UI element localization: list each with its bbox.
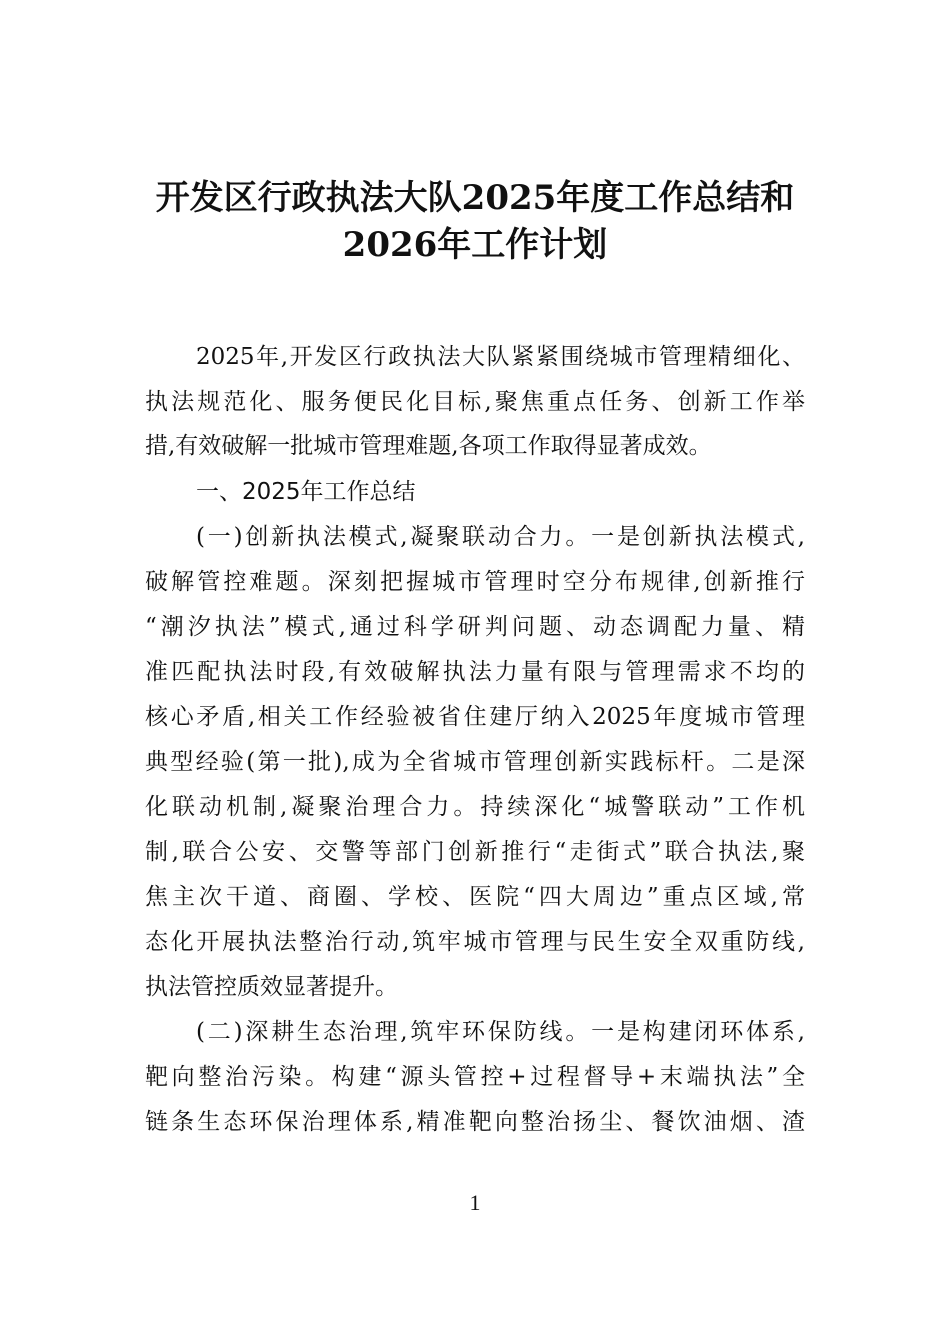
intro-line: 执法规范化、服务便民化目标,聚焦重点任务、创新工作举 [145,389,805,415]
paragraph-line: 核心矛盾,相关工作经验被省住建厅纳入2025年度城市管理 [145,704,805,730]
paragraph-line: 焦主次干道、商圈、学校、医院“四大周边”重点区域,常 [145,884,805,910]
paragraph-line: 制,联合公安、交警等部门创新推行“走街式”联合执法,聚 [145,839,805,865]
paragraph-line: 化联动机制,凝聚治理合力。持续深化“城警联动”工作机 [145,794,805,820]
paragraph-line: 典型经验(第一批),成为全省城市管理创新实践标杆。二是深 [145,749,805,775]
page-number: 1 [469,1190,481,1215]
paragraph-line: 链条生态环保治理体系,精准靶向整治扬尘、餐饮油烟、渣 [145,1109,805,1135]
paragraph-line: 破解管控难题。深刻把握城市管理时空分布规律,创新推行 [145,569,805,595]
paragraph-line: “潮汐执法”模式,通过科学研判问题、动态调配力量、精 [145,614,805,640]
intro-line: 2025年,开发区行政执法大队紧紧围绕城市管理精细化、 [196,344,805,370]
document-title-line-2: 2026年工作计划 [342,225,608,265]
paragraph-line: (一)创新执法模式,凝聚联动合力。一是创新执法模式, [196,524,805,550]
paragraph-line: 准匹配执法时段,有效破解执法力量有限与管理需求不均的 [145,659,805,685]
paragraph-line: 靶向整治污染。构建“源头管控+过程督导+末端执法”全 [145,1064,805,1090]
paragraph-line: 态化开展执法整治行动,筑牢城市管理与民生安全双重防线, [145,929,805,955]
section-heading: 一、2025年工作总结 [196,479,416,505]
paragraph-line: 执法管控质效显著提升。 [145,974,398,1000]
document-title-line-1: 开发区行政执法大队2025年度工作总结和 [155,178,795,218]
paragraph-line: (二)深耕生态治理,筑牢环保防线。一是构建闭环体系, [196,1019,805,1045]
intro-line: 措,有效破解一批城市管理难题,各项工作取得显著成效。 [145,433,712,459]
